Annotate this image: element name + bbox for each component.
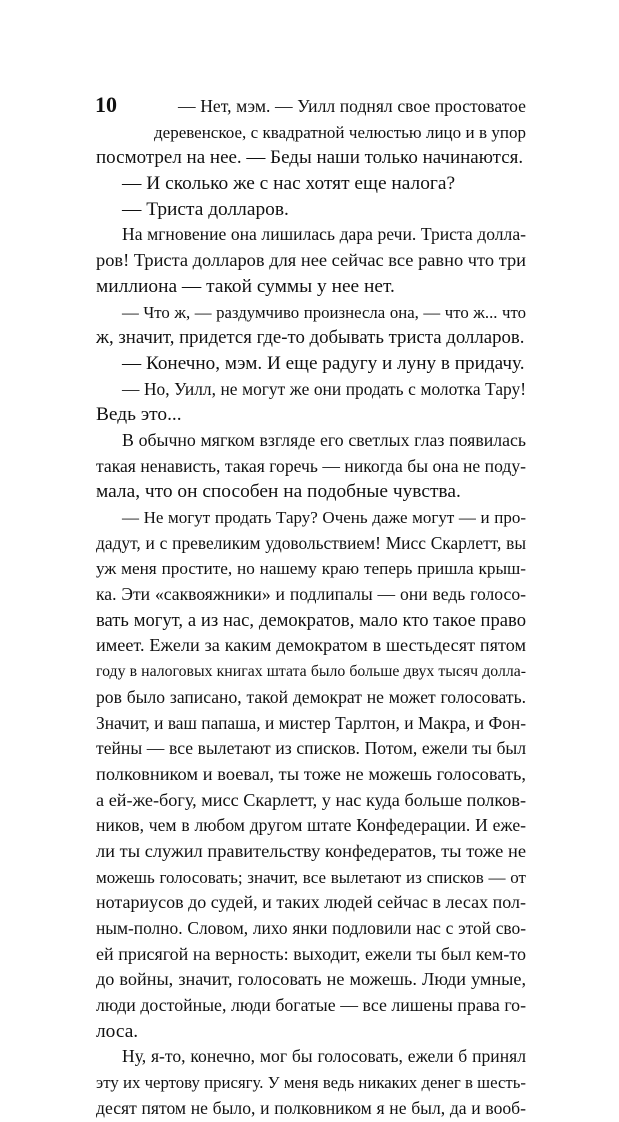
text-line: ей присягой на верность: выходит, ежели ты был кем-то	[96, 943, 526, 964]
text-line: мала, что он способен на подобные чувства.	[96, 481, 461, 503]
text-line: Ну, я-то, конечно, мог бы голосовать, ежели б принял	[122, 1046, 526, 1067]
text-line: нотариусов до судей, и таких людей сейчас в лесах пол-	[96, 892, 526, 913]
text-line: ров! Триста долларов для нее сейчас все равно что три	[96, 250, 526, 271]
body-text	[96, 94, 526, 1122]
text-line: Ведь это...	[96, 404, 182, 426]
text-line: В обычно мягком взгляде его светлых глаз появилась	[122, 429, 526, 450]
text-line: тейны — все вылетают из списков. Потом, ежели ты был	[96, 738, 526, 759]
text-line: имеет. Ежели за каким демократом в шестьдесят пятом	[96, 635, 526, 656]
text-line: ж, значит, придется где-то добывать триста долларов.	[96, 327, 525, 349]
text-line: Значит, и ваш папаша, и мистер Тарлтон, и Макра, и Фон-	[96, 712, 526, 733]
text-line: уж меня простите, но нашему краю теперь пришла крыш-	[96, 559, 526, 579]
text-line: — Не могут продать Тару? Очень даже могут — и про-	[122, 508, 526, 527]
text-line: такая ненависть, такая горечь — никогда бы она не поду-	[96, 455, 526, 476]
text-line: — Конечно, мэм. И еще радугу и луну в придачу.	[122, 352, 525, 374]
text-line: посмотрел на нее. — Беды наши только начинаются.	[96, 147, 524, 169]
text-line: деревенское, с квадратной челюстью лицо и в упор	[154, 122, 526, 142]
text-line: ка. Эти «саквояжники» и подлипалы — они ведь голосо-	[96, 584, 526, 605]
text-line: — И сколько же с нас хотят еще налога?	[122, 173, 456, 195]
text-line: лоса.	[96, 1020, 139, 1042]
text-line: ров было записано, такой демократ не может голосовать.	[96, 686, 526, 707]
text-line: можешь голосовать; значит, все вылетают из списков — от	[96, 867, 526, 887]
text-line: до войны, значит, голосовать не можешь. Люди умные,	[96, 969, 526, 990]
text-line: ников, чем в любом другом штате Конфедерации. И еже-	[96, 815, 526, 836]
text-line: ным-полно. Словом, лихо янки подловили нас с этой сво-	[96, 918, 526, 938]
text-line: году в налоговых книгах штата было больше двух тысяч долла-	[96, 663, 526, 681]
text-line: На мгновение она лишилась дара речи. Триста долла-	[122, 224, 526, 245]
text-line: ли ты служил правительству конфедератов, ты тоже не	[96, 840, 526, 861]
text-line: миллиона — такой суммы у нее нет.	[96, 275, 395, 297]
text-line: — Нет, мэм. — Уилл поднял свое простоватое	[178, 96, 526, 116]
text-line: люди достойные, люди богатые — все лишены права го-	[96, 995, 526, 1016]
text-line: эту их чертову присягу. У меня ведь никаких денег в шесть-	[96, 1073, 526, 1093]
text-line: дадут, и с превеликим удовольствием! Мисс Скарлетт, вы	[96, 532, 526, 553]
text-line: — Но, Уилл, не могут же они продать с молотка Тару!	[122, 378, 526, 399]
text-line: вать могут, а из нас, демократов, мало кто такое право	[96, 609, 526, 631]
text-line: полковником и воевал, ты тоже не можешь голосовать,	[96, 763, 526, 784]
text-line: — Триста долларов.	[122, 198, 289, 220]
text-line: — Что ж, — раздумчиво произнесла она, — что ж... что	[122, 302, 526, 322]
text-line: а ей-же-богу, мисс Скарлетт, у нас куда больше полков-	[96, 789, 526, 810]
page-number: 10	[95, 92, 117, 117]
text-line: десят пятом не было, и полковником я не был, да и вооб-	[96, 1097, 526, 1118]
